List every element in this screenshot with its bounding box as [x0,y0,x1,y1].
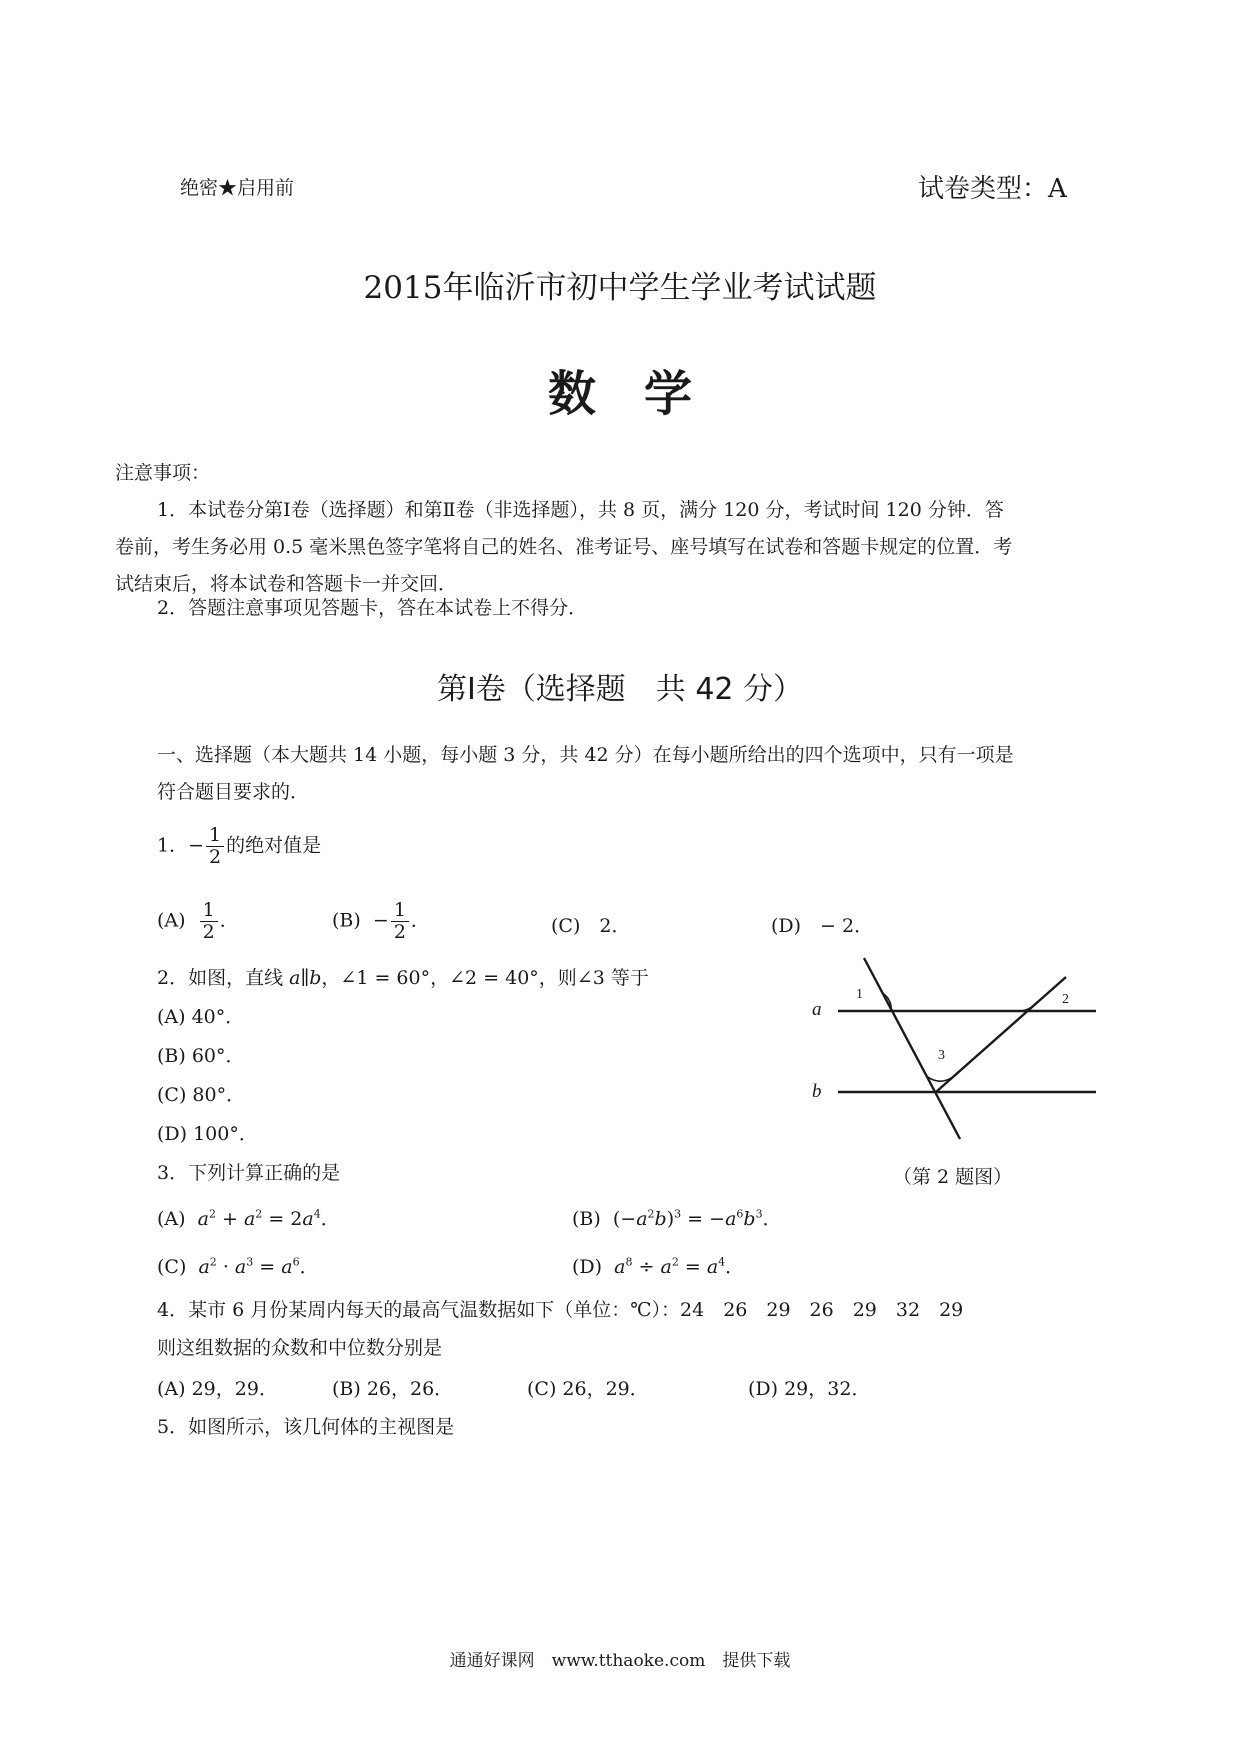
notes-heading: 注意事项： [115,462,211,484]
notes-item1-line1: 1．本试卷分第Ⅰ卷（选择题）和第Ⅱ卷（非选择题），共 8 页，满分 120 分，考试时间 120 分钟．答 [157,499,1004,521]
notes-item1-line2: 卷前，考生务必用 0.5 毫米黑色签字笔将自己的姓名、准考证号、座号填写在试卷和答题卡规定的位置．考 [115,536,1013,558]
question-2-option-b: (B) 60°． [157,1045,245,1067]
question-3-stem: 3．下列计算正确的是 [157,1162,341,1184]
notes-item1-line3: 试结束后，将本试卷和答题卡一并交回． [115,573,458,595]
question-4-option-c: (C) 26，29． [527,1378,649,1400]
question-4-option-b: (B) 26，26． [332,1378,454,1400]
question-number: 1． [157,834,189,857]
minus-sign: − [188,834,205,857]
question-4-option-a: (A) 29，29． [157,1378,278,1400]
angle-3-arc [928,1077,951,1081]
angle-1-label: 1 [856,987,863,1002]
question-1-option-d: (D) − 2． [771,915,874,937]
question-1-option-a: (A) $\frac{1}{2}$ ． [157,899,239,943]
slanted-line [936,977,1066,1092]
line-b-label: b [812,1081,822,1102]
question-2-option-c: (C) 80°． [157,1084,246,1106]
line-a-label: a [812,999,822,1020]
exam-title: 2015年临沂市初中学生学业考试试题 [363,270,877,306]
question-3-option-c: (C) $a^2 \cdot a^3 = a^6$． [157,1255,319,1278]
page-footer: 通通好课网 www.tthaoke.com 提供下载 [449,1651,791,1671]
section-intro-line1: 一、选择题（本大题共 14 小题，每小题 3 分，共 42 分）在每小题所给出的四个选项中，只有一项是 [157,744,1014,766]
paper-type: 试卷类型：A [918,174,1067,204]
section-title: 第Ⅰ卷（选择题 共 42 分） [436,672,804,707]
question-2-option-a: (A) 40°． [157,1006,245,1028]
transversal-line [864,958,960,1139]
question-3-option-a: (A) $a^2 + a^2 = 2a^4$． [157,1207,340,1230]
question-1-stem [157,825,321,868]
question-4-stem: 4．某市 6 月份某周内每天的最高气温数据如下（单位：℃）：24 26 29 26 29 32 29 [157,1299,964,1321]
question-text: 的绝对值是 [226,834,322,857]
angle-3-label: 3 [938,1048,945,1063]
question-2-figure-caption: （第 2 题图） [893,1166,1013,1188]
question-2-stem: 2．如图，直线 a∥b，∠1 = 60°，∠2 = 40°，则∠3 等于 [157,967,649,989]
question-4-option-d: (D) 29，32． [748,1378,871,1400]
question-2-option-d: (D) 100°． [157,1123,258,1145]
secret-label: 绝密★启用前 [180,177,295,199]
notes-item2: 2．答题注意事项见答题卡，答在本试卷上不得分． [157,597,588,619]
question-5-stem: 5．如图所示，该几何体的主视图是 [157,1416,455,1438]
fraction: $\frac{1}{2}$ [206,825,224,868]
question-3-option-b: (B) $(-a^2b)^3 = -a^6b^3$． [572,1207,782,1230]
angle-2-label: 2 [1062,992,1069,1007]
question-1-option-b: (B) − $\frac{1}{2}$ ． [332,899,430,943]
subject-title: 数 学 [547,366,692,422]
question-4-stem-line2: 则这组数据的众数和中位数分别是 [157,1337,443,1359]
section-intro-line2: 符合题目要求的． [157,781,310,803]
question-2-figure [800,955,1120,1145]
question-3-option-d: (D) $a^8 \div a^2 = a^4$． [572,1255,745,1278]
question-1-option-c: (C) 2． [551,915,631,937]
